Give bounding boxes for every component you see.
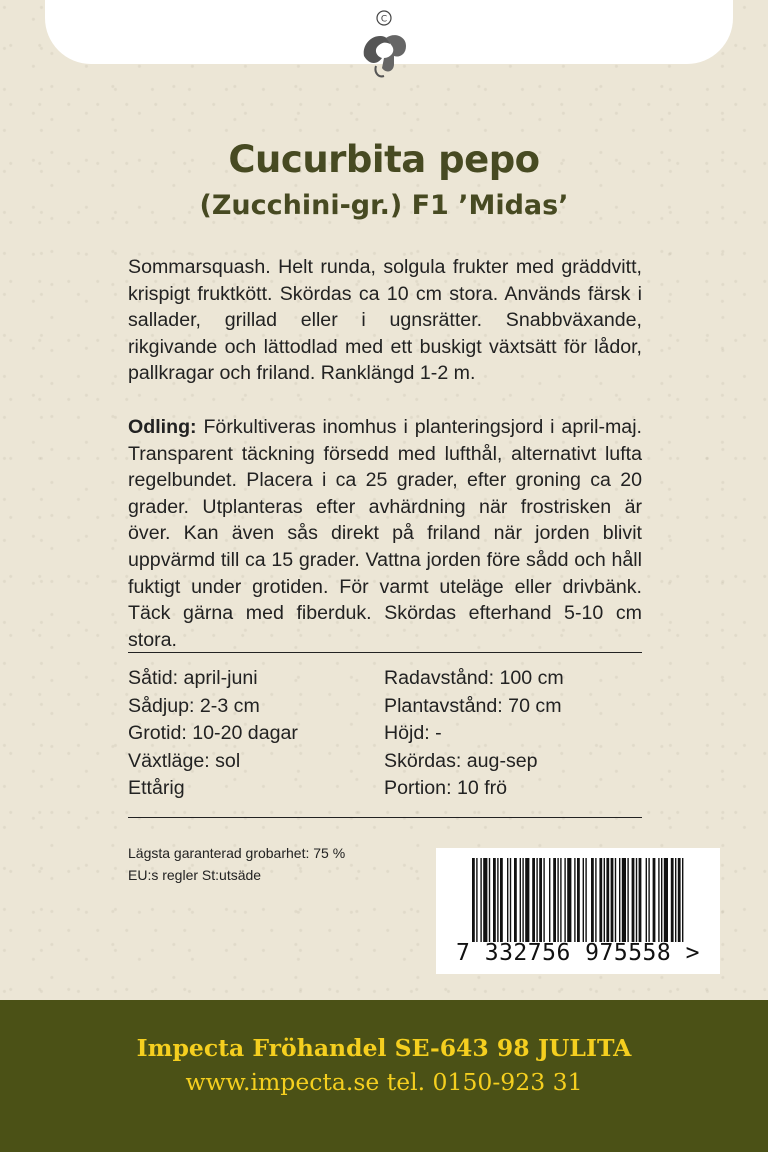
spec-height: Höjd: - xyxy=(384,722,442,745)
specs-right-column xyxy=(384,665,564,803)
barcode-digits: 7 332756 975558 > xyxy=(456,940,700,966)
divider-top xyxy=(128,652,642,653)
barcode xyxy=(436,848,720,974)
spec-portion: Portion: 10 frö xyxy=(384,777,508,800)
divider-bottom xyxy=(128,817,642,818)
species-title: Cucurbita pepo xyxy=(228,138,540,181)
footer-contact: www.impecta.se tel. 0150-923 31 xyxy=(185,1068,583,1096)
eu-regulation-note: EU:s regler St:utsäde xyxy=(128,867,262,883)
svg-text:C: C xyxy=(380,14,388,25)
spec-plant-spacing: Plantavstånd: 70 cm xyxy=(384,694,562,717)
barcode-bars xyxy=(472,858,684,942)
germination-guarantee: Lägsta garanterad grobarhet: 75 % xyxy=(128,845,346,861)
footer-address: Impecta Fröhandel SE-643 98 JULITA xyxy=(136,1034,632,1062)
spec-row-spacing: Radavstånd: 100 cm xyxy=(384,667,564,689)
spec-location: Växtläge: sol xyxy=(128,749,241,772)
spec-sowing-depth: Sådjup: 2-3 cm xyxy=(128,694,260,717)
specs-left-column xyxy=(128,665,298,803)
impecta-logo-icon xyxy=(356,6,412,80)
cultivation-label: Odling: xyxy=(128,416,197,438)
cultivation-text: Förkultiveras inomhus i planteringsjord i april-maj. Transparent täckning försedd med lufthål, alternativt lufta regelbundet. Placera i ca 25 grader, efter groning ca 20 grader. Utplanteras efter avhärdning när frostrisken är över. Kan även sås direkt på friland när jorden blivit uppvärmd till ca 15 grader. Vattna jorden före sådd och håll fuktigt under grotiden. För varmt uteläge eller drivbänk. Täck gärna med fiberduk. Skördas efterhand 5-10 cm stora. xyxy=(128,416,642,651)
spec-germination-time: Grotid: 10-20 dagar xyxy=(128,722,298,745)
description-paragraph: Sommarsquash. Helt runda, solgula frukter med gräddvitt, krispigt fruktkött. Skördas ca 10 cm stora. Används färsk i sallader, grillad eller i ugnsrätter. Snabbväxande, rikgivande och lättodlad med ett buskigt växtsätt för lådor, pallkragar och friland. Ranklängd 1-2 m. xyxy=(128,256,642,385)
spec-lifecycle: Ettårig xyxy=(128,777,185,800)
spec-harvest: Skördas: aug-sep xyxy=(384,749,538,772)
spec-sowing-time: Såtid: april-juni xyxy=(128,667,258,689)
footer xyxy=(0,1000,768,1152)
cultivation-paragraph xyxy=(128,414,642,653)
cultivar-title: (Zucchini-gr.) F1 ’Midas’ xyxy=(199,190,569,221)
